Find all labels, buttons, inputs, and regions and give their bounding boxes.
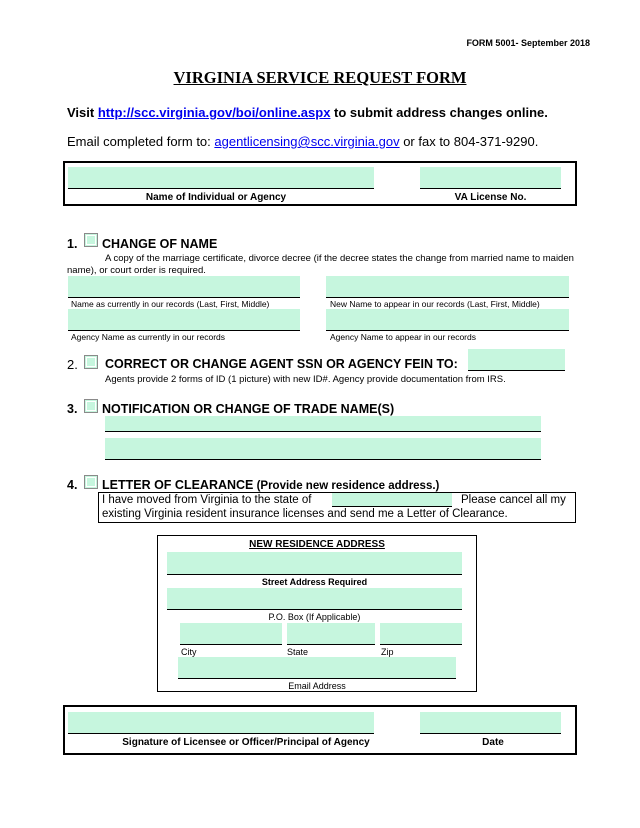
trade-name-field-2[interactable]: [105, 438, 541, 460]
clearance-text-line2: existing Virginia resident insurance licenses and send me a Letter of Clearance.: [102, 508, 508, 520]
ssn-fein-field[interactable]: [468, 349, 565, 371]
section4-title: [102, 478, 439, 492]
section4-subtitle: (Provide new residence address.): [253, 480, 440, 492]
email-label: Email Address: [288, 681, 346, 691]
section2-title: CORRECT OR CHANGE AGENT SSN OR AGENCY FEIN TO:: [105, 357, 458, 371]
visit-suffix: to submit address changes online.: [330, 105, 548, 120]
state-field[interactable]: [287, 623, 375, 645]
email-link[interactable]: agentlicensing@scc.virginia.gov: [214, 134, 400, 149]
section3-number: 3.: [67, 402, 78, 416]
zip-field[interactable]: [380, 623, 462, 645]
form-number: FORM 5001- September 2018: [466, 38, 590, 48]
online-link[interactable]: http://scc.virginia.gov/boi/online.aspx: [97, 105, 331, 120]
new-state-field[interactable]: [332, 493, 452, 507]
trade-name-field-1[interactable]: [105, 416, 541, 432]
section1-checkbox[interactable]: [84, 233, 98, 247]
current-name-label: Name as currently in our records (Last, First, Middle): [71, 299, 270, 309]
section3-title: NOTIFICATION OR CHANGE OF TRADE NAME(S): [102, 402, 395, 416]
zip-label: Zip: [381, 647, 394, 657]
street-field[interactable]: [167, 552, 462, 575]
street-label: Street Address Required: [261, 577, 368, 587]
current-name-field[interactable]: [68, 276, 300, 298]
clearance-text-before: I have moved from Virginia to the state of: [102, 494, 312, 506]
email-prefix: Email completed form to:: [67, 134, 215, 149]
section4-title-text: LETTER OF CLEARANCE: [102, 478, 254, 492]
pobox-label: P.O. Box (If Applicable): [268, 612, 361, 622]
state-label: State: [287, 647, 309, 657]
email-line: [67, 134, 538, 149]
new-agency-field[interactable]: [326, 309, 569, 331]
email-field[interactable]: [178, 657, 456, 679]
license-label: VA License No.: [454, 192, 527, 203]
license-field[interactable]: [420, 167, 561, 189]
signature-label: Signature of Licensee or Officer/Principal of Agency: [122, 737, 370, 748]
city-label: City: [181, 647, 197, 657]
section2-checkbox[interactable]: [84, 355, 98, 369]
section3-checkbox[interactable]: [84, 399, 98, 413]
residence-heading: NEW RESIDENCE ADDRESS: [249, 539, 385, 550]
section1-title: CHANGE OF NAME: [102, 237, 218, 251]
pobox-field[interactable]: [167, 588, 462, 610]
date-label: Date: [482, 737, 504, 748]
clearance-text-after: Please cancel all my: [461, 494, 566, 506]
form-title: VIRGINIA SERVICE REQUEST FORM: [173, 68, 467, 87]
email-suffix: or fax to 804-371-9290.: [399, 134, 539, 149]
new-agency-label: Agency Name to appear in our records: [330, 332, 476, 342]
city-field[interactable]: [180, 623, 282, 645]
name-field[interactable]: [68, 167, 374, 189]
current-agency-field[interactable]: [68, 309, 300, 331]
section4-checkbox[interactable]: [84, 475, 98, 489]
date-field[interactable]: [420, 712, 561, 734]
visit-line: [67, 105, 548, 120]
signature-field[interactable]: [68, 712, 374, 734]
current-agency-label: Agency Name as currently in our records: [71, 332, 226, 342]
section1-number: 1.: [67, 237, 78, 251]
new-name-label: New Name to appear in our records (Last, First, Middle): [330, 299, 540, 309]
visit-prefix: Visit: [67, 105, 98, 120]
new-name-field[interactable]: [326, 276, 569, 298]
section2-number: 2.: [67, 357, 78, 372]
section1-description: A copy of the marriage certificate, divorce decree (if the decree states the change from married name to maiden name), or court order is required.: [67, 253, 574, 276]
name-label: Name of Individual or Agency: [145, 192, 287, 203]
section2-description: Agents provide 2 forms of ID (1 picture) with new ID#. Agency provide documentation from IRS.: [105, 374, 506, 385]
section4-number: 4.: [67, 478, 78, 492]
